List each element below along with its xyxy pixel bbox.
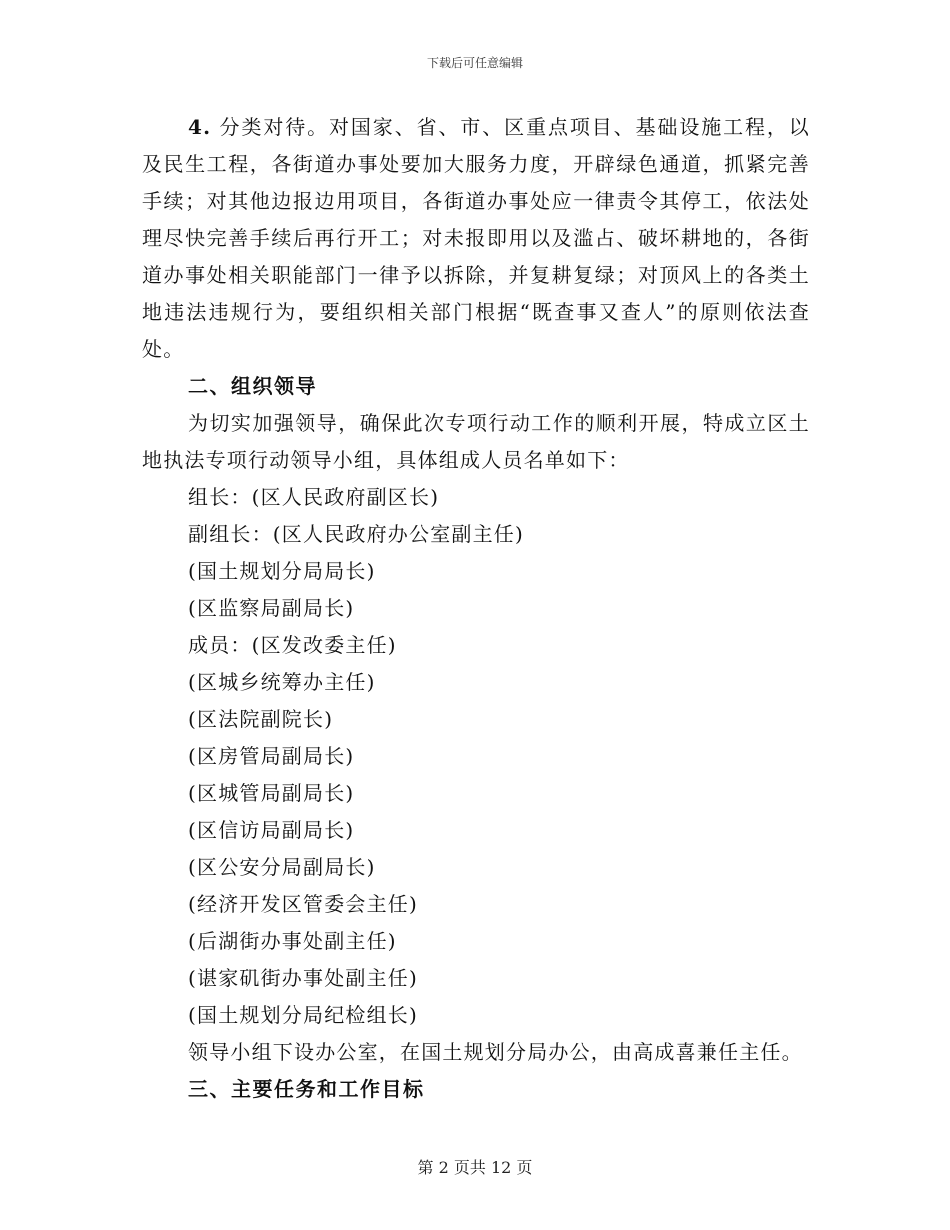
- member-line: (后湖街办事处副主任): [188, 929, 397, 953]
- member-list: [142, 479, 810, 1034]
- section-heading-organization: 二、组织领导: [188, 374, 317, 398]
- section-heading-tasks: 三、主要任务和工作目标: [188, 1077, 425, 1101]
- member-line: (区信访局副局长): [188, 818, 355, 842]
- member-line: 组长：(区人民政府副区长): [188, 485, 440, 509]
- document-body: [142, 109, 810, 1108]
- office-line: 领导小组下设办公室，在国土规划分局办公，由高成喜兼任主任。: [188, 1040, 803, 1064]
- member-line: (区公安分局副局长): [188, 855, 376, 879]
- member-line: (区城乡统筹办主任): [188, 670, 376, 694]
- member-line: (经济开发区管委会主任): [188, 892, 419, 916]
- item-number: 4.: [188, 115, 212, 139]
- member-line: (国土规划分局纪检组长): [188, 1003, 419, 1027]
- member-line: 副组长：(区人民政府办公室副主任): [188, 522, 525, 546]
- paragraph-classification: [142, 109, 810, 368]
- paragraph-leadership-group: 为切实加强领导，确保此次专项行动工作的顺利开展，特成立区土地执法专项行动领导小组，具体组成人员名单如下：: [142, 411, 810, 472]
- page-header: 下载后可任意编辑: [426, 56, 523, 70]
- paragraph-text: 分类对待。对国家、省、市、区重点项目、基础设施工程，以及民生工程，各街道办事处要加大服务力度，开辟绿色通道，抓紧完善手续；对其他边报边用项目，各街道办事处应一律责令其停工，依法处理尽快完善手续后再行开工；对未报即用以及滥占、破坏耕地的，各街道办事处相关职能部门一律予以拆除，并复耕复绿；对顶风上的各类土地违法违规行为，要组织相关部门根据“既查事又查人”的原则依法查处。: [142, 115, 811, 361]
- member-line: (区法院副院长): [188, 707, 334, 731]
- member-line: (区城管局副局长): [188, 781, 355, 805]
- member-line: (区房管局副局长): [188, 744, 355, 768]
- member-line: (谌家矶街办事处副主任): [188, 966, 419, 990]
- member-line: (国土规划分局局长): [188, 559, 376, 583]
- member-line: 成员：(区发改委主任): [188, 633, 397, 657]
- member-line: (区监察局副局长): [188, 596, 355, 620]
- page-number: 第 2 页共 12 页: [417, 1158, 533, 1177]
